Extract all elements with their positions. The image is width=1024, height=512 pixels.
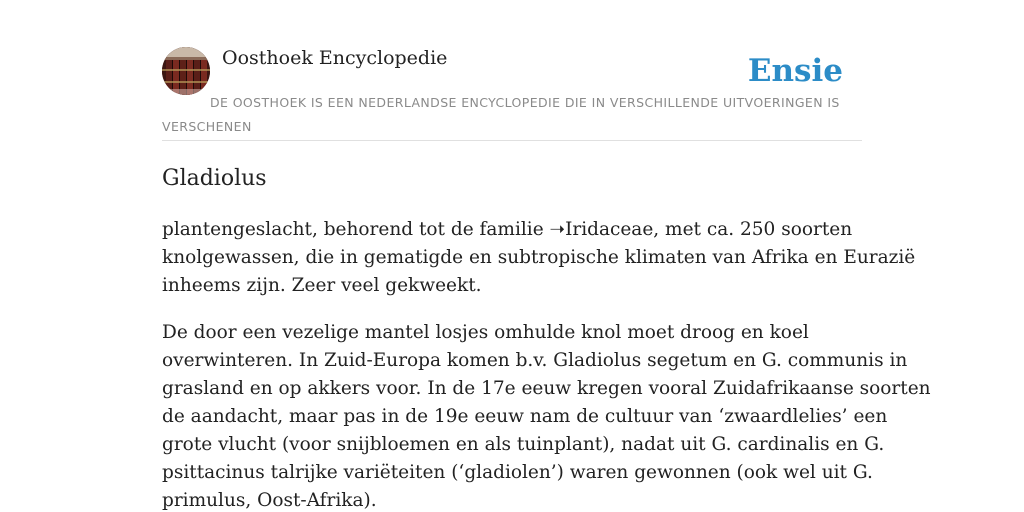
iridaceae-link[interactable] — [550, 219, 654, 240]
arrow-right-icon: ➝ — [549, 219, 566, 240]
paragraph-line: grasland en op akkers voor. In de 17e eeuw kregen vooral Zuidafrikaanse soorten — [162, 378, 931, 399]
paragraph-line — [162, 216, 862, 244]
article-paragraph-2 — [162, 319, 931, 512]
link-label: Iridaceae — [565, 219, 654, 240]
text-fragment: , met ca. 250 soorten — [653, 219, 853, 240]
article-body — [162, 216, 931, 512]
paragraph-line: psittacinus talrijke variëteiten (‘gladiolen’) waren gewonnen (ook wel uit G. — [162, 462, 873, 483]
paragraph-line: grote vlucht (voor snijbloemen en als tuinplant), nadat uit G. cardinalis en G. — [162, 434, 885, 455]
paragraph-line: knolgewassen, die in gematigde en subtropische klimaten van Afrika en Eurazië — [162, 247, 916, 268]
site-name[interactable]: Oosthoek Encyclopedie — [222, 47, 448, 69]
books-image-icon — [162, 47, 210, 95]
site-tagline: DE OOSTHOEK IS EEN NEDERLANDSE ENCYCLOPEDIE DIE IN VERSCHILLENDE UITVOERINGEN IS VERSCHENEN — [162, 95, 840, 134]
article-title: Gladiolus — [162, 166, 267, 191]
paragraph-line: de aandacht, maar pas in de 19e eeuw nam de cultuur van ‘zwaardlelies’ een — [162, 406, 888, 427]
paragraph-line: De door een vezelige mantel losjes omhulde knol moet droog en koel — [162, 322, 809, 343]
site-header — [162, 46, 862, 141]
paragraph-line: primulus, Oost-Afrika). — [162, 490, 377, 511]
ensie-logo-link[interactable]: Ensie — [747, 53, 843, 89]
paragraph-line: overwinteren. In Zuid-Europa komen b.v. Gladiolus segetum en G. communis in — [162, 350, 908, 371]
text-fragment: plantengeslacht, behorend tot de familie — [162, 219, 550, 240]
encyclopedia-avatar[interactable] — [162, 47, 210, 95]
article-paragraph-1 — [162, 216, 916, 300]
paragraph-line: inheems zijn. Zeer veel gekweekt. — [162, 275, 482, 296]
